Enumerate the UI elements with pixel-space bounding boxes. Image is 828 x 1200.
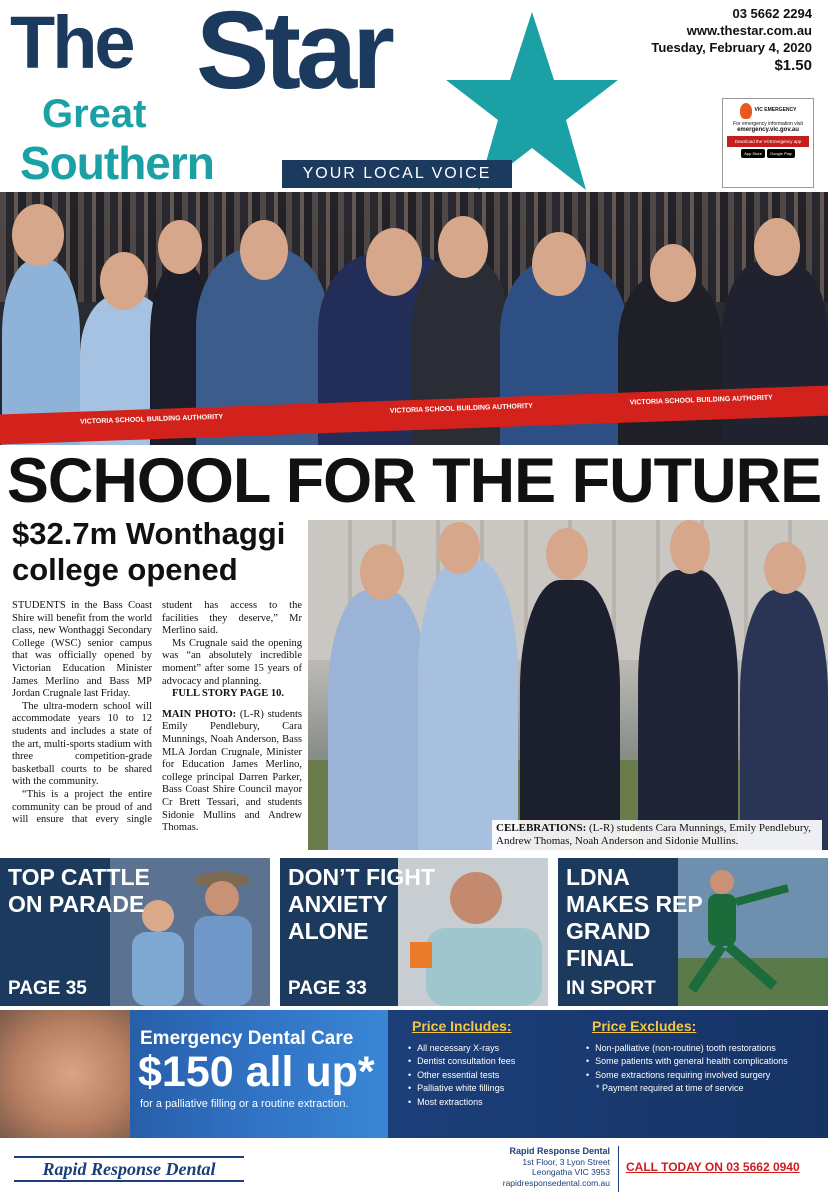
masthead-slogan: YOUR LOCAL VOICE: [282, 160, 512, 188]
person-head: [546, 528, 588, 580]
flame-icon: [740, 103, 752, 119]
masthead-price: $1.50: [774, 57, 812, 74]
dental-ad-left: [0, 1010, 388, 1138]
person-head: [764, 542, 806, 594]
caption-text: (L-R) students Emily Pendlebury, Cara Munnings, Noah Anderson, Bass MLA Jordan Crugnale, Minister for Education James Merlino, college principal Darren Parker, Bass Coast Shire Council mayor Cr Brett Tessari, and students Sidonie Mullins and Andrew Thomas.: [162, 708, 303, 834]
caption-label: MAIN PHOTO:: [162, 708, 237, 720]
dental-ad-photo: [0, 1010, 130, 1138]
masthead-phone: 03 5662 2294: [732, 6, 812, 21]
masthead-info: [612, 6, 812, 74]
person-figure: [520, 580, 620, 850]
article-paragraph: The ultra-modern school will accommodate years 10 to 12 students and includes a state of the art, multi-sports stadium with three competition-grade basketball courts to be shared with the community.: [12, 700, 152, 788]
main-photo: [0, 192, 828, 445]
vic-emergency-info: For emergency information visit: [733, 121, 803, 127]
dental-ad[interactable]: [0, 1010, 828, 1200]
article-paragraph: Ms Crugnale said the opening was “an absolutely incredible moment” after some 15 years of advocacy and planning.: [162, 637, 302, 687]
dental-address-line2: Leongatha VIC 3953: [532, 1167, 610, 1177]
vic-emergency-download: Download the VicEmergency app: [727, 136, 809, 147]
dental-ad-right: [388, 1010, 828, 1138]
google-play-badge[interactable]: Google Play: [767, 149, 795, 158]
dental-address-line1: 1st Floor, 3 Lyon Street: [522, 1156, 610, 1167]
article-paragraph: “This is a project the entire community can be proud of and will ensure that every single student has access to the facilities they deserve,” Mr Merlino said.: [12, 600, 302, 826]
excludes-title: Price Excludes:: [592, 1018, 697, 1034]
teaser-ldna[interactable]: [558, 858, 828, 1006]
ribbon-text: VICTORIA SCHOOL BUILDING AUTHORITY: [629, 394, 773, 407]
masthead-date: Tuesday, February 4, 2020: [651, 40, 812, 55]
celebration-caption-text: (L-R) students Cara Munnings, Emily Pendlebury, Andrew Thomas, Noah Anderson and Sidonie Mullins.: [496, 822, 812, 847]
masthead-southern: Southern: [20, 137, 214, 189]
list-item: • Some extractions requiring involved surgery: [586, 1069, 826, 1082]
vic-emergency-ad[interactable]: [722, 98, 814, 188]
masthead: [0, 0, 828, 192]
excludes-note: * Payment required at time of service: [596, 1083, 744, 1094]
celebration-photo: [308, 520, 828, 850]
excludes-list: [586, 1042, 826, 1096]
person-head: [360, 544, 404, 600]
person-head: [532, 232, 586, 296]
list-item: • Some patients with general health complications: [586, 1055, 826, 1068]
list-item: • Palliative white fillings: [408, 1082, 578, 1095]
teaser-page: IN SPORT: [566, 978, 656, 999]
masthead-the: The: [10, 1, 133, 84]
person-figure: [638, 570, 738, 850]
celebration-caption: [492, 820, 822, 850]
rapid-response-logo: Rapid Response Dental: [14, 1156, 244, 1182]
teaser-page: PAGE 33: [288, 978, 367, 999]
story-reference[interactable]: FULL STORY PAGE 10.: [172, 688, 285, 700]
list-item: • All necessary X-rays: [408, 1042, 578, 1055]
person-head: [754, 218, 800, 276]
person-head: [650, 244, 696, 302]
article-paragraph: STUDENTS in the Bass Coast Shire will benefit from the world class, new Wonthaggi Secondary College (WSC) senior campus that was officially opened by Victorian Education Minister James Merlino and Bass MP Jordan Crugnale last Friday.: [12, 600, 152, 700]
person-head: [12, 204, 64, 266]
teaser-title: DON’T FIGHT ANXIETY ALONE: [288, 864, 435, 944]
includes-list: [408, 1042, 578, 1109]
person-head: [100, 252, 148, 310]
person-figure: [740, 590, 828, 850]
masthead-great: Great: [42, 92, 147, 136]
dental-ad-subtitle: for a palliative filling or a routine extraction.: [140, 1098, 349, 1110]
person-head: [366, 228, 422, 296]
list-item: • Most extractions: [408, 1096, 578, 1109]
masthead-star: Star: [196, 0, 390, 112]
person-head: [158, 220, 202, 274]
teaser-title: LDNA MAKES REP GRAND FINAL: [566, 864, 703, 971]
list-item: • Non-palliative (non-routine) tooth restorations: [586, 1042, 826, 1055]
vic-emergency-url[interactable]: emergency.vic.gov.au: [737, 127, 799, 133]
masthead-website[interactable]: www.thestar.com.au: [686, 23, 812, 38]
list-item: • Other essential tests: [408, 1069, 578, 1082]
list-item: • Dentist consultation fees: [408, 1055, 578, 1068]
teaser-title: TOP CATTLE ON PARADE: [8, 864, 150, 917]
includes-title: Price Includes:: [412, 1018, 512, 1034]
person-head: [240, 220, 288, 280]
teaser-strip: [0, 858, 828, 1006]
article-body: [12, 600, 302, 835]
subhead: $32.7m Wonthaggi college opened: [12, 516, 286, 587]
person-figure: [418, 560, 518, 850]
teaser-anxiety[interactable]: [280, 858, 548, 1006]
dental-ad-footer: [0, 1138, 828, 1200]
dental-ad-title: Emergency Dental Care: [140, 1028, 354, 1049]
app-store-badge[interactable]: App Store: [741, 149, 765, 158]
ribbon-text: VICTORIA SCHOOL BUILDING AUTHORITY: [79, 413, 224, 426]
teaser-top-cattle[interactable]: [0, 858, 270, 1006]
ribbon-text: VICTORIA SCHOOL BUILDING AUTHORITY: [389, 402, 534, 415]
divider: [618, 1146, 619, 1192]
headline: SCHOOL FOR THE FUTURE: [6, 446, 822, 516]
dental-ad-price: $150 all up*: [138, 1048, 375, 1096]
dental-address: [500, 1146, 610, 1188]
vic-emergency-logo-text: VIC EMERGENCY: [754, 107, 797, 114]
person-head: [438, 216, 488, 278]
teaser-page: PAGE 35: [8, 978, 87, 999]
person-head: [670, 520, 710, 574]
main-photo-caption: [162, 709, 302, 835]
call-today-link[interactable]: CALL TODAY ON 03 5662 0940: [626, 1160, 800, 1174]
dental-website[interactable]: rapidresponsedental.com.au: [502, 1177, 610, 1188]
celebration-caption-label: CELEBRATIONS:: [496, 822, 587, 834]
vic-emergency-logo: [727, 103, 809, 119]
person-head: [438, 522, 480, 574]
dental-address-name: Rapid Response Dental: [509, 1146, 610, 1156]
person-figure: [328, 590, 428, 850]
app-badges: [727, 149, 809, 158]
